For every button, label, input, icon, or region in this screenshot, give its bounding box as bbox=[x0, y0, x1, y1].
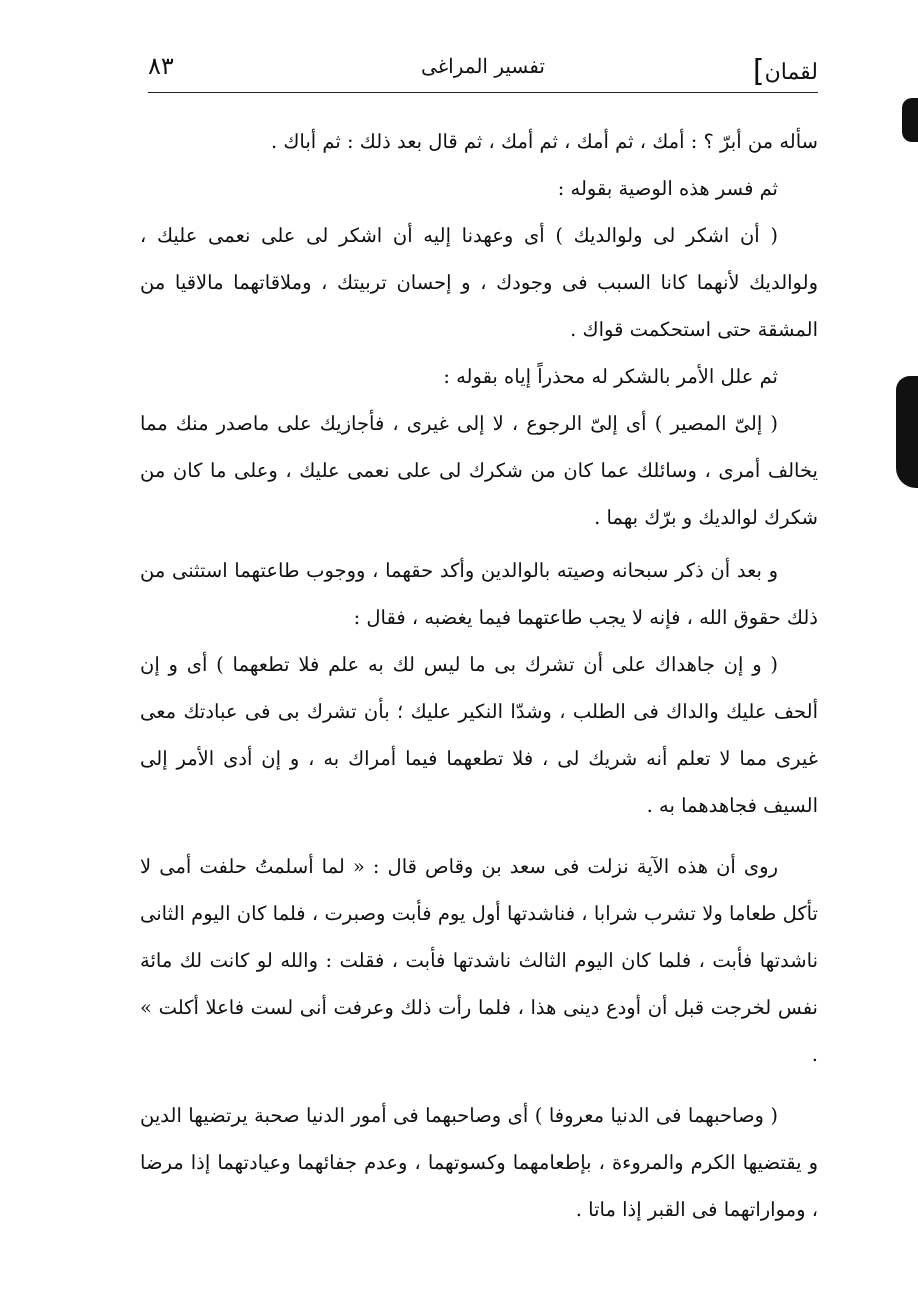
paragraph-gap bbox=[140, 1078, 818, 1092]
paragraph-gap bbox=[140, 829, 818, 843]
page-number: ٨٣ bbox=[148, 52, 174, 80]
surah-label: لقمان bbox=[764, 60, 818, 85]
surah-name bbox=[751, 52, 818, 87]
page-header bbox=[148, 44, 818, 92]
scan-edge-mark bbox=[896, 376, 918, 488]
paragraph-6: و بعد أن ذكر سبحانه وصيته بالوالدين وأكد حقهما ، ووجوب طاعتهما استثنى من ذلك حقوق الله ، فإنه لا يجب طاعتهما فيما يغضبه ، فقال : bbox=[140, 559, 818, 629]
header-rule bbox=[148, 92, 818, 93]
page-body bbox=[140, 118, 818, 1233]
paragraph-7: ( و إن جاهداك على أن تشرك بى ما ليس لك به علم فلا تطعهما ) أى و إن ألحف عليك والداك فى الطلب ، وشدّا النكير عليك ؛ بأن تشرك بى فى عبادتك معى غيرى مما لا تعلم أنه شريك لى ، فلا تطعهما فيما أمراك به ، و إن أدى الأمر إلى السيف فجاهدهما به . bbox=[140, 653, 818, 817]
paragraph-3: ( أن اشكر لى ولوالديك ) أى وعهدنا إليه أن اشكر لى على نعمى عليك ، ولوالديك لأنهما كانا السبب فى وجودك ، و إحسان تربيتك ، وملاقاتهما مالاقيا من المشقة حتى استحكمت قواك . bbox=[140, 224, 818, 341]
header-bracket: ] bbox=[752, 54, 765, 89]
paragraph-4: ثم علل الأمر بالشكر له محذراً إياه بقوله : bbox=[443, 365, 778, 388]
paragraph-2: ثم فسر هذه الوصية بقوله : bbox=[557, 177, 778, 200]
paragraph-1: سأله من أبرّ ؟ : أمك ، ثم أمك ، ثم أمك ، ثم قال بعد ذلك : ثم أباك . bbox=[270, 130, 818, 153]
book-title: تفسير المراغى bbox=[421, 54, 545, 78]
paragraph-5: ( إلىّ المصير ) أى إلىّ الرجوع ، لا إلى غيرى ، فأجازيك على ماصدر منك مما يخالف أمرى ، وسائلك عما كان من شكرك لى على نعمى عليك ، وعلى ما كان من شكرك لوالديك و برّك بهما . bbox=[140, 412, 818, 529]
paragraph-9: ( وصاحبهما فى الدنيا معروفا ) أى وصاحبهما فى أمور الدنيا صحبة يرتضيها الدين و يقتضيها الكرم والمروءة ، بإطعامهما وكسوتهما ، وعدم جفائهما وعيادتهما إذا مرضا ، ومواراتهما فى القبر إذا ماتا . bbox=[140, 1104, 818, 1221]
scan-edge-mark bbox=[902, 98, 918, 142]
paragraph-8: روى أن هذه الآية نزلت فى سعد بن وقاص قال : « لما أسلمتُ حلفت أمى لا تأكل طعاما ولا تشرب شرابا ، فناشدتها أول يوم فأبت وصبرت ، فلما كان اليوم الثانى ناشدتها فأبت ، فلما كان اليوم الثالث ناشدتها فأبت ، فقلت : والله لو كانت لك مائة نفس لخرجت قبل أن أودع دينى هذا ، فلما رأت ذلك وعرفت أنى لست فاعلا أكلت » . bbox=[140, 855, 818, 1066]
